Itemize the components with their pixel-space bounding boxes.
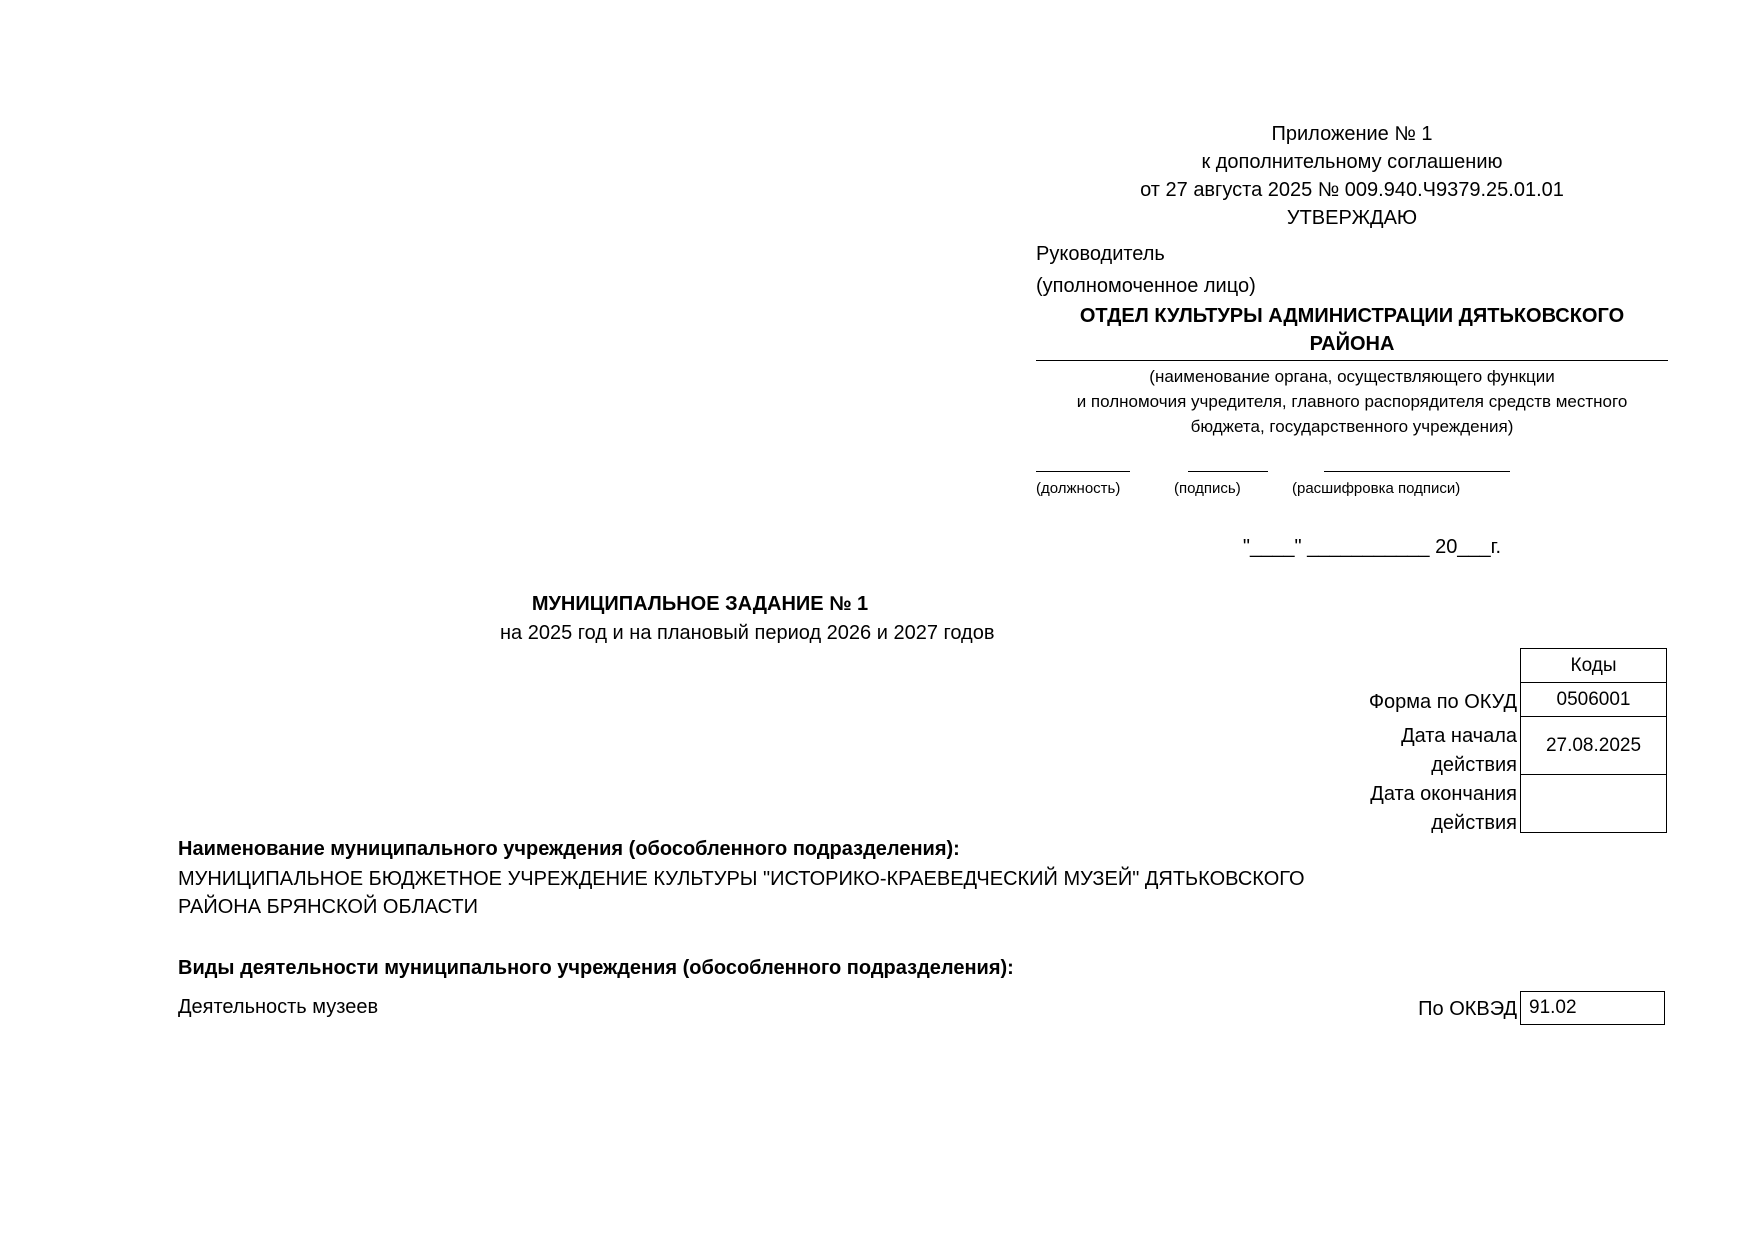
signature-row [1036, 453, 1668, 513]
end-date-label [1370, 780, 1517, 838]
founder-org-name: ОТДЕЛ КУЛЬТУРЫ АДМИНИСТРАЦИИ ДЯТЬКОВСКОГО РАЙОНА [1036, 302, 1668, 361]
appendix-reference: к дополнительному соглашению [1201, 151, 1503, 173]
org-caption-line: и полномочия учредителя, главного распорядителя средств местного [1076, 392, 1628, 411]
codes-table [1520, 648, 1667, 833]
authorized-person-label: (уполномоченное лицо) [1036, 275, 1256, 297]
institution-name-heading: Наименование муниципального учреждения (обособленного подразделения): [178, 838, 960, 860]
activity-value: Деятельность музеев [178, 996, 379, 1018]
approval-block [1036, 120, 1668, 561]
approve-word: УТВЕРЖДАЮ [1286, 207, 1418, 229]
okud-value: 0506001 [1521, 683, 1667, 717]
okved-label: По ОКВЭД [1418, 998, 1517, 1020]
document-subtitle [500, 619, 995, 647]
appendix-title: Приложение № 1 [1271, 123, 1433, 145]
institution-name-line: РАЙОНА БРЯНСКОЙ ОБЛАСТИ [178, 896, 478, 918]
org-caption-line: (наименование органа, осуществляющего функции [1149, 367, 1555, 386]
position-line [1036, 471, 1130, 472]
appendix-date: от 27 августа 2025 № 009.940.Ч9379.25.01.01 [1140, 179, 1564, 201]
approval-date-line: "____" ___________ 20___г. [1242, 536, 1502, 558]
start-date-label-line: Дата начала [1401, 725, 1517, 747]
signature-caption: (подпись) [1174, 480, 1241, 497]
start-date-label-line: действия [1431, 754, 1517, 776]
end-date-label-line: Дата окончания [1370, 783, 1517, 805]
institution-name [178, 865, 1318, 921]
start-date-label [1401, 722, 1517, 780]
okud-label: Форма по ОКУД [1368, 691, 1517, 713]
decode-line [1324, 471, 1510, 472]
okved-value: 91.02 [1520, 991, 1665, 1025]
document-title: МУНИЦИПАЛЬНОЕ ЗАДАНИЕ № 1 [531, 593, 869, 615]
position-caption: (должность) [1036, 480, 1121, 497]
institution-name-line: МУНИЦИПАЛЬНОЕ БЮДЖЕТНОЕ УЧРЕЖДЕНИЕ КУЛЬТУРЫ "ИСТОРИКО-КРАЕВЕДЧЕСКИЙ МУЗЕЙ" ДЯТЬКОВСКОГО [178, 868, 1305, 890]
decode-caption: (расшифровка подписи) [1292, 480, 1461, 497]
codes-header: Коды [1521, 649, 1667, 683]
head-label: Руководитель [1036, 243, 1165, 265]
org-caption [1036, 364, 1668, 439]
signature-line [1188, 471, 1268, 472]
document-period: на 2025 год и на плановый период 2026 и 2027 годов [500, 622, 995, 644]
activity-heading: Виды деятельности муниципального учреждения (обособленного подразделения): [178, 957, 1014, 979]
start-date-value: 27.08.2025 [1521, 717, 1667, 775]
end-date-label-line: действия [1431, 812, 1517, 834]
end-date-value [1521, 775, 1667, 833]
org-caption-line: бюджета, государственного учреждения) [1190, 417, 1514, 436]
